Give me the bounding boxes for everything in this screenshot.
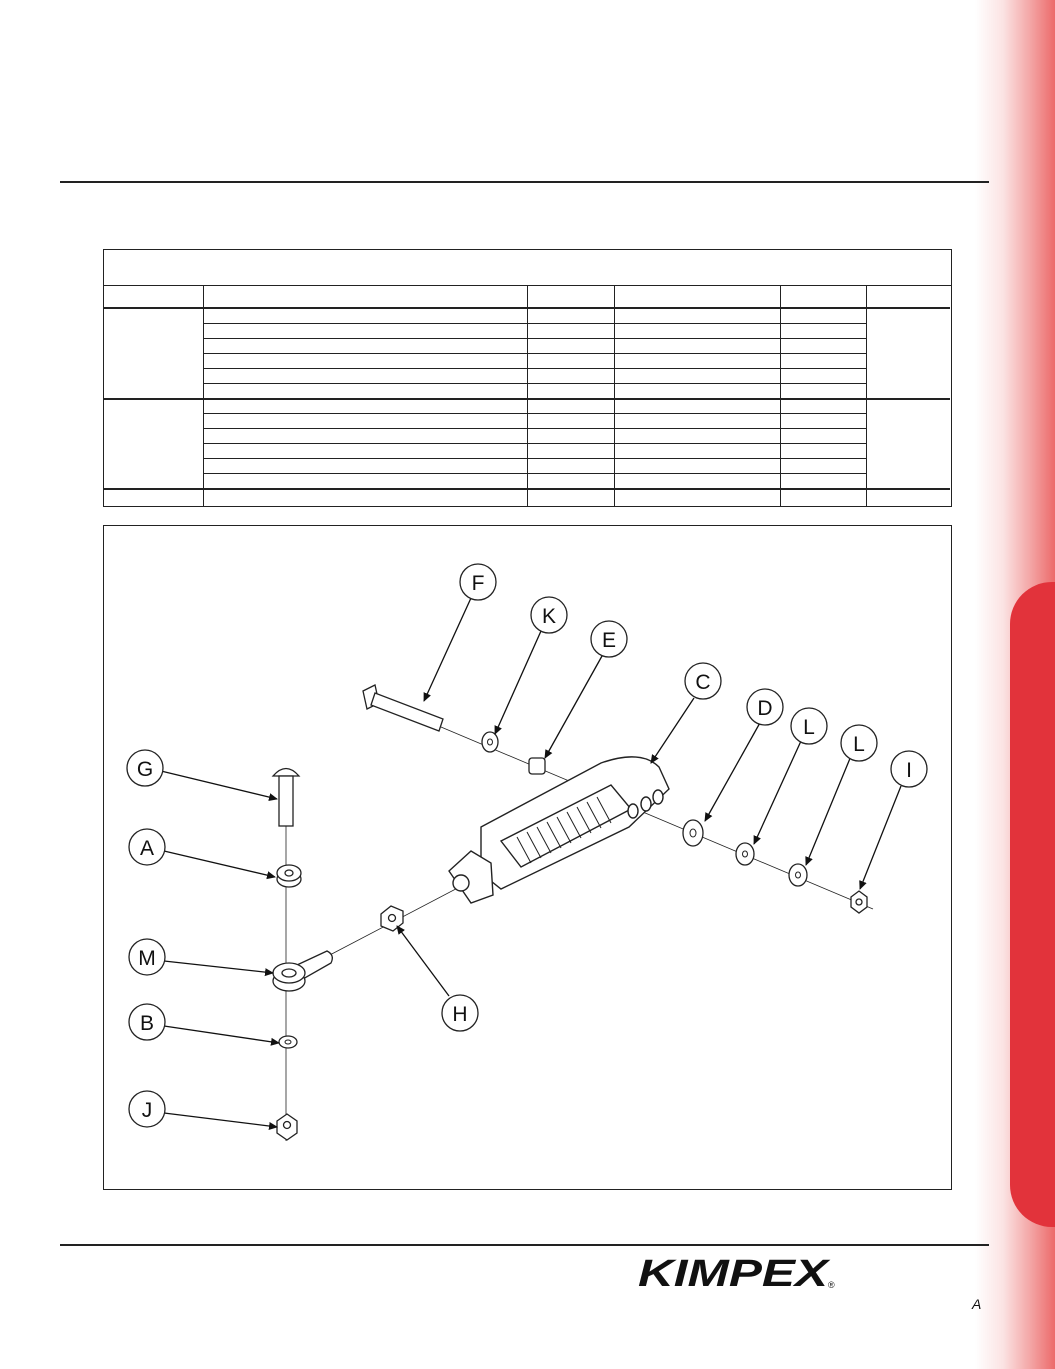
footer-rule (60, 1244, 989, 1246)
callout-l2-label: L (853, 733, 865, 756)
callout-g-label: G (136, 758, 154, 781)
table-row (203, 353, 866, 354)
callout-j-label: J (141, 1099, 153, 1122)
table-group-divider (104, 488, 950, 490)
callout-e-label: E (601, 629, 617, 652)
table-row (203, 383, 866, 384)
table-row (203, 413, 866, 414)
page-letter: A (972, 1296, 982, 1312)
table-row (203, 443, 866, 444)
callout-k-label: K (541, 605, 557, 628)
callout-c-label: C (695, 671, 711, 694)
parts-table-title-row (104, 250, 951, 286)
callout-h-label: H (452, 1003, 468, 1026)
table-row (203, 323, 866, 324)
table-row (203, 458, 866, 459)
callout-a-label: A (139, 837, 155, 860)
exploded-diagram-svg (104, 526, 950, 1188)
registered-mark: ® (828, 1280, 835, 1290)
table-row (203, 368, 866, 369)
table-row (203, 428, 866, 429)
callout-i-label: I (906, 759, 912, 782)
callout-m-label: M (138, 947, 156, 970)
brand-name: KIMPEX (638, 1254, 832, 1290)
handle-part (449, 757, 669, 903)
callout-l1-label: L (803, 716, 815, 739)
callout-b-label: B (139, 1012, 155, 1035)
header-rule (60, 181, 989, 183)
callout-f-label: F (471, 572, 485, 595)
table-row (203, 338, 866, 339)
table-group-divider (104, 398, 950, 400)
table-col-divider (866, 286, 867, 506)
exploded-diagram (103, 525, 952, 1190)
bolt-part (363, 685, 443, 731)
kimpex-logo (636, 1254, 841, 1290)
callout-d-label: D (757, 697, 773, 720)
parts-table (103, 249, 952, 507)
section-tab (1010, 582, 1055, 1227)
table-row (203, 473, 866, 474)
